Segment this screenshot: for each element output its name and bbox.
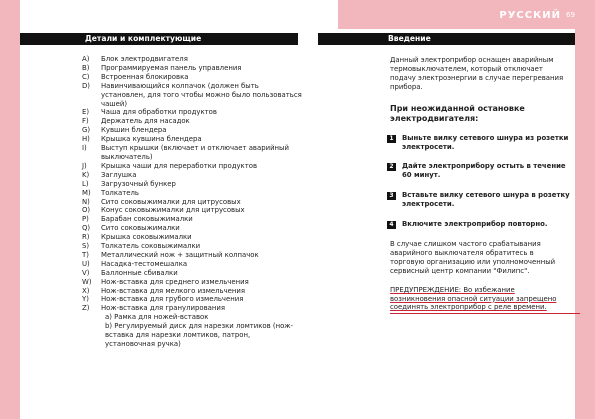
part-item — [82, 55, 302, 64]
part-text: Крышка чаши для переработки продуктов — [101, 161, 258, 170]
part-text: Чаша для обработки продуктов — [101, 108, 217, 117]
part-item — [82, 197, 302, 207]
step-number-badge: 3 — [387, 192, 396, 200]
part-letter: C) — [82, 72, 90, 81]
part-text: Держатель для насадок — [101, 117, 190, 126]
part-letter: Z) — [82, 304, 90, 313]
part-text: Нож-вставка для гранулирования — [101, 304, 226, 313]
part-letter: S) — [82, 242, 90, 251]
part-text: Встроенная блокировка — [101, 72, 189, 81]
left-margin-band — [0, 0, 20, 419]
step-text: Включите электроприбор повторно. — [402, 220, 548, 229]
part-text: Нож-вставка для среднего измельчения — [101, 277, 249, 286]
part-letter: B) — [82, 63, 90, 72]
part-letter: P) — [82, 215, 89, 224]
part-letter: K) — [82, 170, 90, 179]
part-text: Программируемая панель управления — [101, 63, 242, 72]
part-item — [82, 233, 302, 242]
part-letter: X) — [82, 286, 90, 295]
part-text: Металлический нож + защитный колпачок — [101, 250, 259, 259]
part-text: Выступ крышки (включает и отключает аварийный выключатель) — [101, 144, 289, 161]
part-letter: L) — [82, 179, 89, 188]
part-item — [82, 161, 302, 171]
part-text: Кувшин блендера — [101, 126, 167, 135]
part-item — [82, 242, 302, 251]
part-text: Навинчивающийся колпачок (должен быть установлен, для того чтобы можно было пользоваться чашей) — [101, 81, 302, 108]
part-item — [82, 81, 302, 109]
part-text: Нож-вставка для грубого измельчения — [101, 295, 244, 304]
part-letter: Y) — [82, 295, 89, 304]
part-text: Толкатель — [101, 188, 139, 197]
part-item — [82, 135, 302, 144]
part-text: Сито соковыжималки для цитрусовых — [101, 197, 241, 206]
part-item — [82, 295, 302, 304]
intro-column — [390, 56, 570, 314]
intro-section-header: Введение — [318, 33, 575, 45]
parts-list — [82, 55, 302, 349]
part-letter: M) — [82, 188, 91, 197]
part-letter: I) — [82, 144, 87, 153]
step-item — [390, 134, 570, 152]
part-text: Баллонные сбивалки — [101, 268, 178, 277]
part-letter: D) — [82, 81, 90, 90]
part-text: Насадка-тестомешалка — [101, 259, 188, 268]
part-letter: E) — [82, 108, 90, 117]
intro-paragraph: Данный электроприбор оснащен аварийным термовыключателем, который отключает подачу электроэнергии в случае перегревания прибора. — [390, 56, 564, 91]
sub-part-item: a) Рамка для ножей-вставок — [105, 313, 209, 322]
step-number-badge: 2 — [387, 163, 396, 171]
note-paragraph: В случае слишком частого срабатывания аварийного выключателя обратитесь в торговую организацию или уполномоченный сервисный центр компании "Филипс". — [390, 239, 556, 275]
step-number-badge: 1 — [387, 135, 396, 143]
part-text: Нож-вставка для мелкого измельчения — [101, 286, 246, 295]
part-letter: J) — [82, 161, 87, 170]
step-item — [390, 220, 570, 229]
part-text: Блок электродвигателя — [101, 55, 188, 63]
part-item — [82, 63, 302, 73]
part-letter: H) — [82, 135, 90, 144]
part-item — [82, 117, 302, 126]
part-text: Крышка кувшина блендера — [101, 135, 202, 144]
part-item — [82, 188, 302, 198]
warning-underline — [390, 313, 580, 314]
warning-paragraph: ПРЕДУПРЕЖДЕНИЕ: Во избежание возникновения опасной ситуации запрещено соединять электроприбор с реле времени. — [390, 285, 557, 312]
part-item — [82, 268, 302, 278]
part-item — [82, 250, 302, 260]
right-margin-band — [575, 0, 595, 419]
part-letter: F) — [82, 117, 89, 126]
part-text: Толкатель соковыжималки — [101, 242, 201, 251]
part-item — [82, 259, 302, 269]
part-text: Заглушка — [101, 170, 137, 179]
part-item — [82, 215, 302, 224]
part-text: Крышка соковыжималки — [101, 233, 192, 242]
part-item — [82, 277, 302, 287]
part-letter: T) — [82, 250, 89, 259]
part-letter: G) — [82, 126, 91, 135]
part-letter: V) — [82, 268, 90, 277]
part-item — [82, 304, 302, 313]
part-text: Сито соковыжималки — [101, 224, 180, 233]
step-item — [390, 191, 570, 209]
step-number-badge: 4 — [387, 221, 396, 229]
sub-part-item: b) Регулируемый диск для нарезки ломтиков (нож-вставка для нарезки ломтиков, патрон, установочная ручка) — [105, 322, 293, 348]
part-item — [82, 144, 302, 162]
part-item — [82, 108, 302, 117]
step-text: Вставьте вилку сетевого шнура в розетку электросети. — [402, 191, 570, 209]
part-letter: A) — [82, 55, 90, 63]
steps-list — [390, 134, 570, 229]
part-item — [82, 126, 302, 135]
part-text: Загрузочный бункер — [101, 179, 176, 188]
part-text: Конус соковыжималки для цитрусовых — [101, 206, 245, 215]
part-letter: W) — [82, 277, 92, 286]
part-item — [82, 72, 302, 82]
part-letter: U) — [82, 259, 90, 268]
step-text: Выньте вилку сетевого шнура из розетки электросети. — [402, 133, 569, 151]
part-text: Барабан соковыжималки — [101, 215, 193, 224]
part-item — [82, 206, 302, 215]
part-letter: Q) — [82, 224, 91, 233]
part-letter: N) — [82, 197, 90, 206]
part-letter: O) — [82, 206, 91, 215]
part-item — [82, 170, 302, 180]
part-item — [82, 179, 302, 189]
part-item — [82, 286, 302, 296]
step-text: Дайте электроприбору остыть в течение 60 минут. — [402, 162, 566, 180]
page-number: 69 — [566, 11, 575, 19]
parts-section-header: Детали и комплектующие — [20, 33, 298, 45]
part-letter: R) — [82, 233, 90, 242]
step-item — [390, 162, 570, 180]
part-item — [82, 224, 302, 233]
motor-stop-heading: При неожиданной остановке электродвигателя: — [390, 103, 525, 123]
language-label: РУССКИЙ — [499, 10, 561, 21]
